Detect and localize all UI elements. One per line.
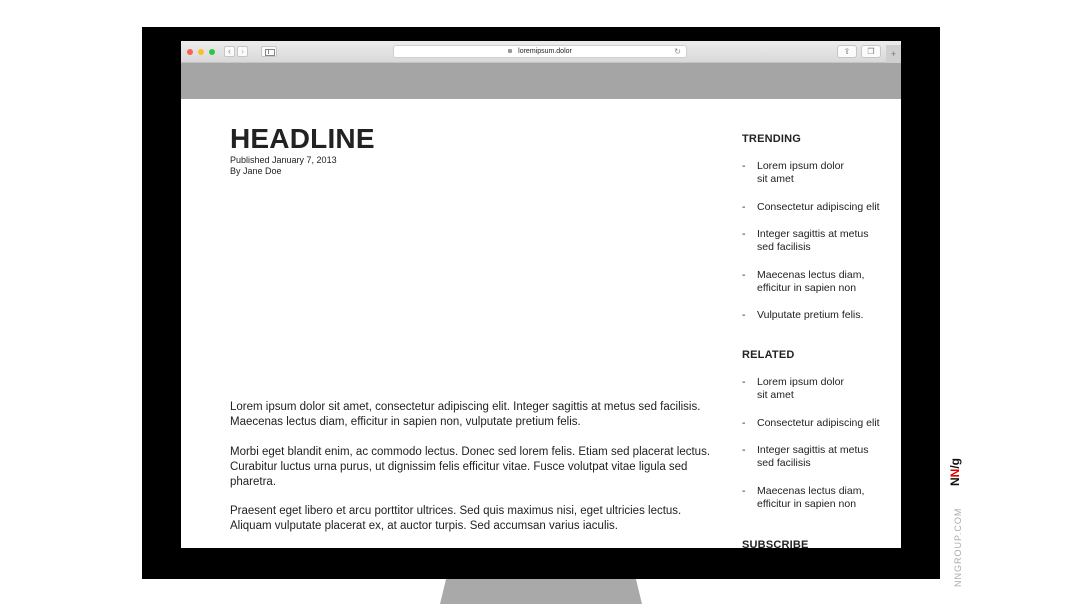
new-tab-button[interactable]: + (886, 45, 901, 63)
list-bullet: - (742, 485, 746, 497)
list-bullet: - (742, 228, 746, 240)
logo-letter: N (948, 477, 962, 486)
trending-link-label: Vulputate pretium felis. (757, 309, 864, 321)
share-icon[interactable]: ⇪ (837, 45, 857, 58)
article-headline: HEADLINE (230, 123, 375, 154)
list-bullet: - (742, 444, 746, 456)
sidebar-toggle-icon[interactable] (261, 46, 277, 57)
maximize-window-icon[interactable] (209, 49, 215, 55)
browser-window (181, 41, 901, 548)
nng-logo (948, 446, 962, 486)
reload-icon[interactable]: ↻ (674, 47, 681, 56)
list-bullet: - (742, 417, 746, 429)
related-heading: RELATED (742, 349, 795, 361)
forward-button[interactable]: › (237, 46, 248, 57)
article-paragraph: Praesent eget libero et arcu porttitor ultrices. Sed quis maximus nisi, eget ultricies lectus. Aliquam vulputate placerat ex, at auctor turpis. Sed accumsan varius iaculis. (230, 505, 682, 532)
list-bullet: - (742, 201, 746, 213)
brand-url: NNGROUP.COM (953, 507, 963, 587)
trending-link-label: Consectetur adipiscing elit (757, 201, 880, 213)
related-link-label: Consectetur adipiscing elit (757, 417, 880, 429)
subscribe-heading: SUBSCRIBE (742, 539, 809, 548)
article-paragraph: Lorem ipsum dolor sit amet, consectetur adipiscing elit. Integer sagittis at metus sed facilisis. Maecenas lectus diam, efficitur in sapien non, vulputate pretium felis. (230, 401, 701, 428)
trending-link-label: Maecenas lectus diam, efficitur in sapien non (757, 269, 865, 294)
url-text: loremipsum.dolor (518, 48, 572, 55)
header-banner (181, 63, 901, 99)
back-button[interactable]: ‹ (224, 46, 235, 57)
list-bullet: - (742, 376, 746, 388)
tabs-overview-icon[interactable]: ❐ (861, 45, 881, 58)
browser-toolbar (181, 41, 901, 63)
address-bar[interactable] (393, 45, 687, 58)
author-byline: By Jane Doe (230, 166, 282, 176)
article-paragraph: Morbi eget blandit enim, ac commodo lectus. Donec sed lorem felis. Etiam sed placerat lectus. Curabitur luctus urna purus, ut dignissim felis efficitur vitae. Fusce volutpat vitae ligula sed pharetra. (230, 446, 711, 488)
trending-link-label: Lorem ipsum dolor sit amet (757, 160, 844, 185)
nngroup-branding (948, 452, 970, 587)
close-window-icon[interactable] (187, 49, 193, 55)
list-bullet: - (742, 269, 746, 281)
related-link-label: Lorem ipsum dolor sit amet (757, 376, 844, 401)
logo-letter: N (948, 468, 962, 478)
logo-letter: /g (948, 457, 962, 469)
minimize-window-icon[interactable] (198, 49, 204, 55)
trending-heading: TRENDING (742, 133, 802, 145)
lock-icon (508, 49, 512, 53)
list-bullet: - (742, 309, 746, 321)
monitor-stand (440, 579, 642, 604)
related-link-label: Integer sagittis at metus sed facilisis (757, 444, 869, 469)
publish-date: Published January 7, 2013 (230, 155, 337, 165)
related-link-label: Maecenas lectus diam, efficitur in sapien non (757, 485, 865, 510)
list-bullet: - (742, 160, 746, 172)
trending-link-label: Integer sagittis at metus sed facilisis (757, 228, 869, 253)
